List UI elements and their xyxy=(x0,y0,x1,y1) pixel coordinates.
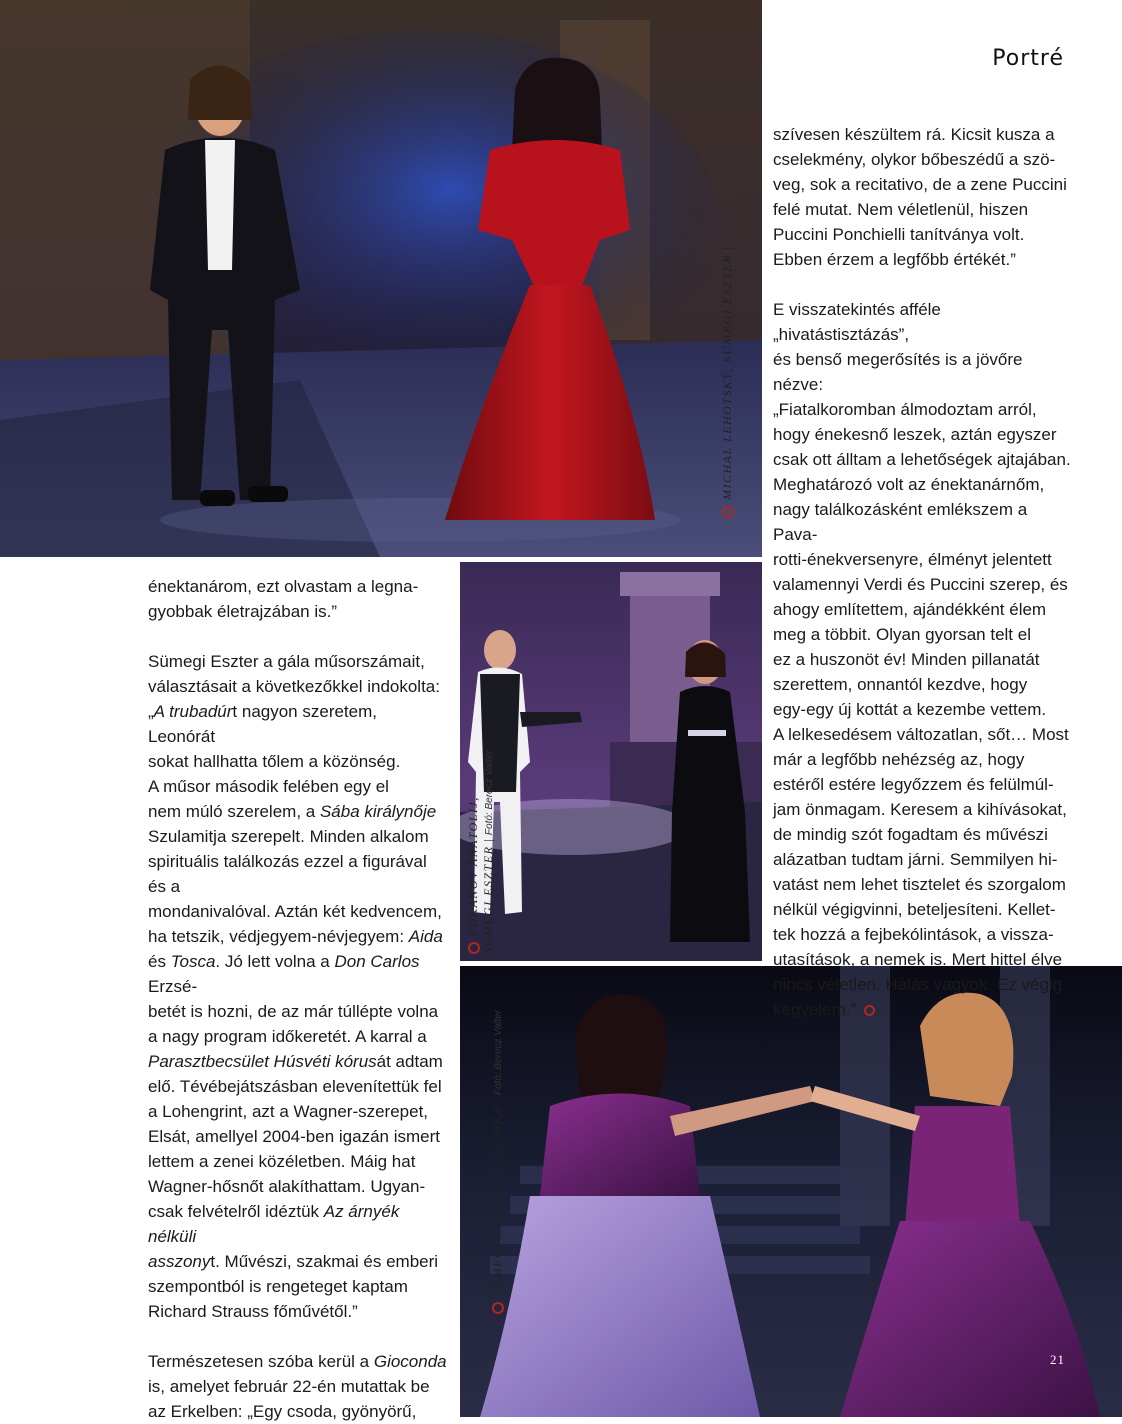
text-line: Richard Strauss főművétől.” xyxy=(148,1302,358,1321)
article-left-column xyxy=(148,574,448,1424)
text-line: ez a huszonöt év! Minden pillanatát xyxy=(773,650,1040,669)
section-title: Portré xyxy=(992,46,1064,71)
photo-caption-middle: FOKANOV ANATOLIJ, SÜMEGI ESZTER|Fotó: Berecz Valter xyxy=(466,749,495,954)
text-line: Elsát, amellyel 2004-ben igazán ismert xyxy=(148,1127,440,1146)
text-line: nincs véletlen. Hálás vagyok. Ez végig xyxy=(773,975,1063,994)
text-line: elő. Tévébejátszásban elevenítettük fel xyxy=(148,1077,442,1096)
text-line: rotti-énekversenyre, élményt jelentett xyxy=(773,550,1052,569)
text-line: A műsor második felében egy el xyxy=(148,777,389,796)
text-line: gyobbak életrajzában is.” xyxy=(148,602,338,621)
text-line: nem múló szerelem, a Sába királynője xyxy=(148,802,437,821)
page-number: 21 xyxy=(1050,1352,1065,1367)
text-line: nagy találkozásként emlékszem a Pava- xyxy=(773,500,1028,544)
text-line: Wagner-hősnőt alakíthattam. Ugyan- xyxy=(148,1177,426,1196)
photo-caption-bottom: SÜMEGI ESZTER, GÁL ERIKA|Fotó: Berecz Valter xyxy=(490,1010,506,1314)
photo-two-sopranos xyxy=(460,966,1122,1417)
text-line: ahogy említettem, ajándékként élem xyxy=(773,600,1047,619)
text-line: asszonyt. Művészi, szakmai és emberi xyxy=(148,1252,439,1271)
text-line: „Fiatalkoromban álmodoztam arról, xyxy=(773,400,1037,419)
caption-bullet-icon xyxy=(722,506,734,518)
article-right-column xyxy=(773,122,1073,1022)
text-line: már a legfőbb nehézség az, hogy xyxy=(773,750,1025,769)
text-line: nélkül végigvinni, beteljesíteni. Kellet- xyxy=(773,900,1056,919)
text-line: betét is hozni, de az már túllépte volna xyxy=(148,1002,439,1021)
text-line: Természetesen szóba kerül a Gioconda xyxy=(148,1352,447,1371)
caption-bullet-icon xyxy=(492,1302,504,1314)
text-line: „A trubadúrt nagyon szeretem, Leonórát xyxy=(148,702,377,746)
text-line: szívesen készültem rá. Kicsit kusza a xyxy=(773,125,1055,144)
text-line: Szulamitja szerepelt. Minden alkalom xyxy=(148,827,429,846)
stage-photo-illustration xyxy=(0,0,762,557)
text-line: is, amelyet február 22-én mutattak be xyxy=(148,1377,430,1396)
text-line: csak felvételről idéztük Az árnyék nélküli xyxy=(148,1202,400,1246)
text-line: az Erkelben: „Egy csoda, gyönyörű, xyxy=(148,1402,417,1421)
text-line: egy-egy új kottát a kezembe vettem. xyxy=(773,700,1047,719)
text-line: spirituális találkozás ezzel a figurával és a xyxy=(148,852,427,896)
text-line: ha tetszik, védjegyem-névjegyem: Aida xyxy=(148,927,443,946)
text-line: mondanivalóval. Aztán két kedvencem, xyxy=(148,902,442,921)
text-line: valamennyi Verdi és Puccini szerep, és xyxy=(773,575,1068,594)
caption-bullet-icon xyxy=(468,942,480,954)
text-line: hogy énekesnő leszek, aztán egyszer xyxy=(773,425,1057,444)
text-line: kegyelem.” xyxy=(773,997,1073,1022)
text-line: lettem a zenei közéletben. Máig hat xyxy=(148,1152,416,1171)
text-line: A lelkesedésem változatlan, sőt… Most xyxy=(773,725,1069,744)
text-line: Sümegi Eszter a gála műsorszámait, xyxy=(148,652,425,671)
text-line: sokat hallhatta tőlem a közönség. xyxy=(148,752,401,771)
text-line: énektanárom, ezt olvastam a legna- xyxy=(148,577,419,596)
photo-duet-stage xyxy=(0,0,762,557)
stage-photo-illustration xyxy=(460,562,762,961)
text-line: Ebben érzem a legfőbb értékét.” xyxy=(773,250,1016,269)
text-line: választásait a következőkkel indokolta: xyxy=(148,677,440,696)
text-line: tek hozzá a fejbekólintások, a vissza- xyxy=(773,925,1054,944)
text-line: a nagy program időkeretét. A karral a xyxy=(148,1027,427,1046)
stage-photo-illustration xyxy=(460,966,1122,1417)
text-line: és Tosca. Jó lett volna a Don Carlos Erzsé- xyxy=(148,952,420,996)
text-line: estéről estére legyőzzem és felülmúl- xyxy=(773,775,1054,794)
photo-caption-top: MICHAL LEHOTSKÝ, SÜMEGI ESZTER|Fotó: Berecz Valter xyxy=(720,158,736,518)
photo-bow-stage xyxy=(460,562,762,961)
text-line: Puccini Ponchielli tanítványa volt. xyxy=(773,225,1025,244)
text-line: Meghatározó volt az énektanárnőm, xyxy=(773,475,1045,494)
text-line: felé mutat. Nem véletlenül, hiszen xyxy=(773,200,1029,219)
text-line: meg a többit. Olyan gyorsan telt el xyxy=(773,625,1031,644)
text-line: szempontból is rengeteget kaptam xyxy=(148,1277,408,1296)
text-line: a Lohengrint, azt a Wagner-szerepet, xyxy=(148,1102,429,1121)
text-line: csak ott álltam a lehetőségek ajtajában. xyxy=(773,450,1071,469)
text-line: alázatban tudtam járni. Semmilyen hi- xyxy=(773,850,1058,869)
text-line: szerettem, onnantól kezdve, hogy xyxy=(773,675,1028,694)
text-line: Parasztbecsület Húsvéti kórusát adtam xyxy=(148,1052,443,1071)
text-line: jam önmagam. Keresem a kihívásokat, xyxy=(773,800,1067,819)
end-of-article-icon xyxy=(864,1005,875,1016)
text-line: cselekmény, olykor bőbeszédű a szö- xyxy=(773,150,1056,169)
text-line: és benső megerősítés is a jövőre nézve: xyxy=(773,350,1023,394)
text-line: utasítások, a nemek is. Mert hittel élve xyxy=(773,950,1063,969)
text-line: veg, sok a recitativo, de a zene Puccini xyxy=(773,175,1067,194)
text-line: E visszatekintés afféle „hivatástisztázás”, xyxy=(773,300,941,344)
text-line: vatást nem lehet tisztelet és szorgalom xyxy=(773,875,1066,894)
text-line: de mindig szót fogadtam és művészi xyxy=(773,825,1048,844)
